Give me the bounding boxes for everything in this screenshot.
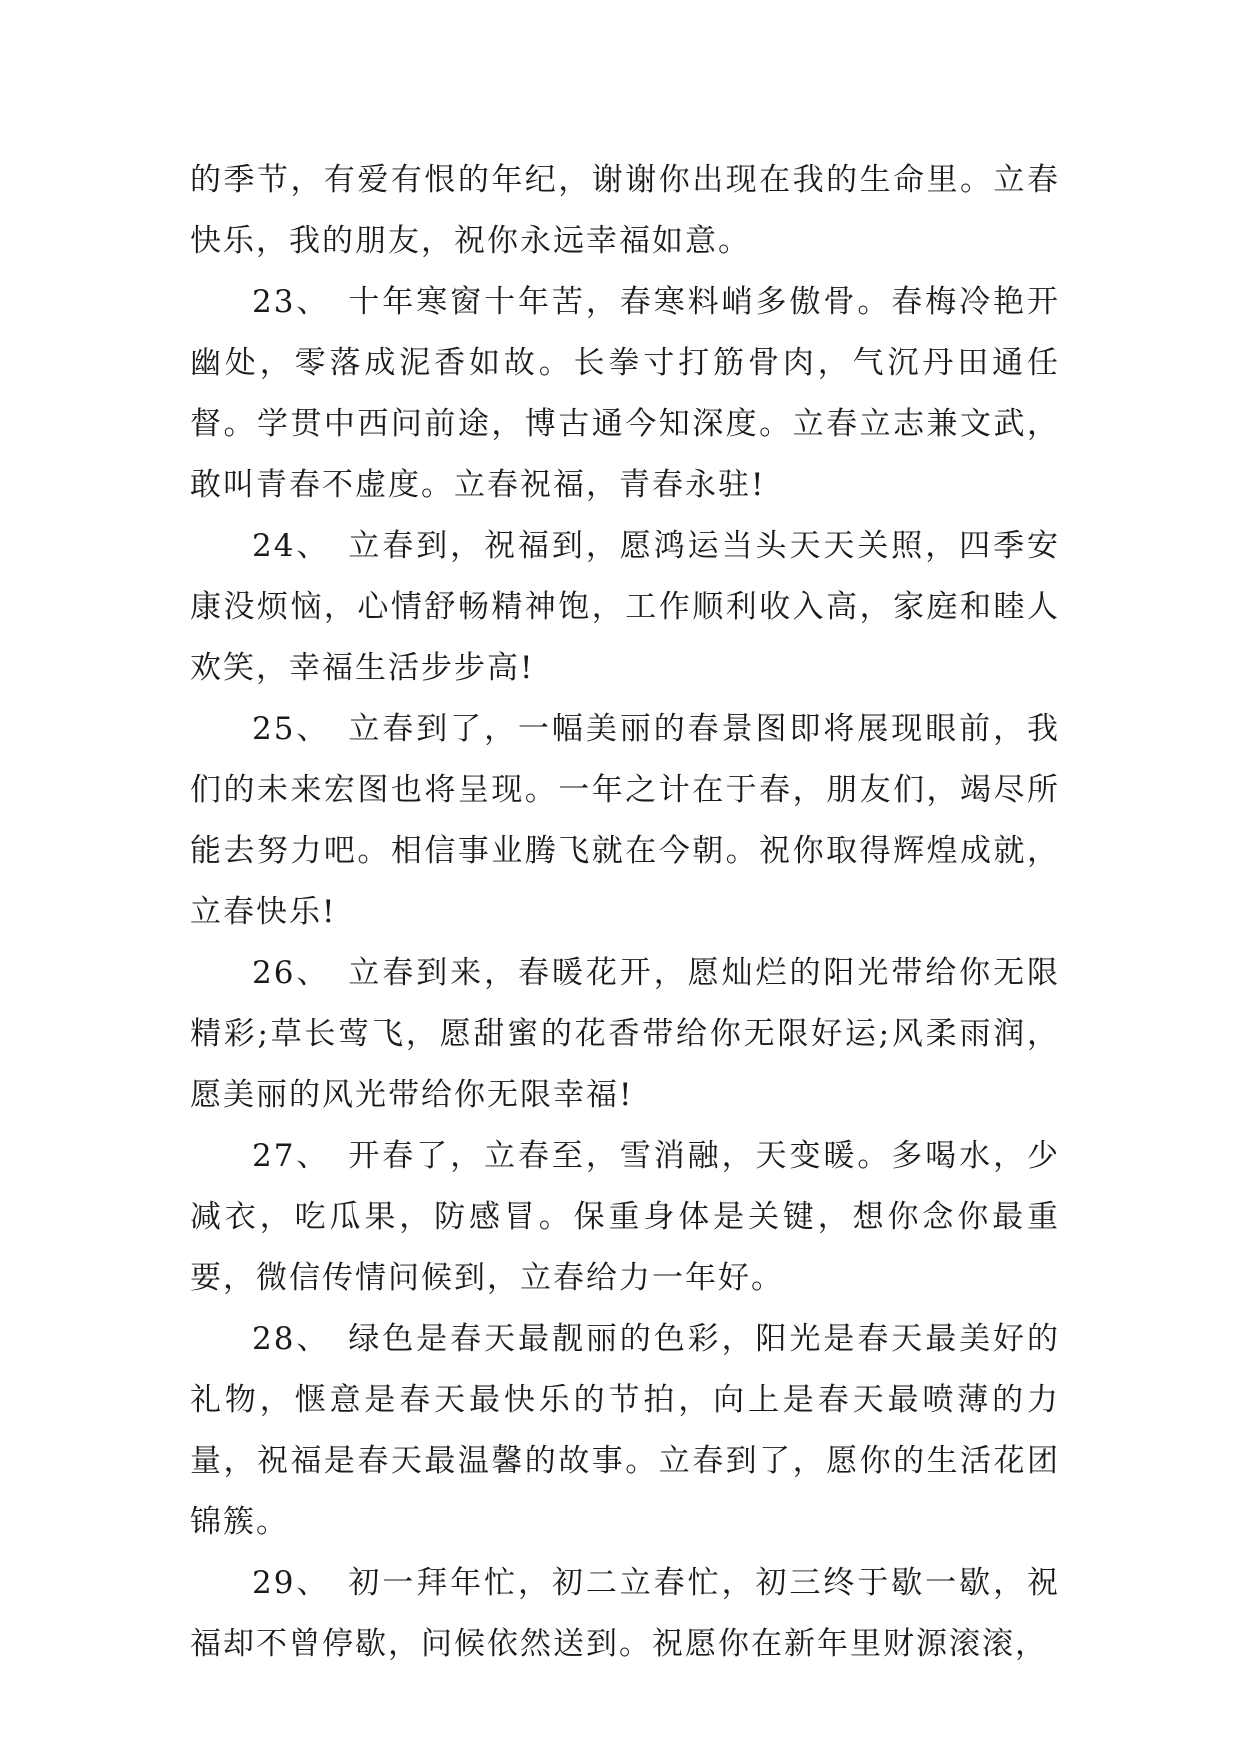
paragraph-text: 十年寒窗十年苦，春寒料峭多傲骨。春梅冷艳开幽处，零落成泥香如故。长拳寸打筋骨肉，气沉丹田通任督。学贯中西问前途，博古通今知深度。立春立志兼文武，敢叫青春不虚度。立春祝福，青春永驻! <box>190 284 1061 503</box>
paragraph-27 <box>190 1126 1060 1309</box>
paragraph-number: 29、 <box>252 1565 331 1601</box>
paragraph-26 <box>190 943 1060 1126</box>
paragraph-25 <box>190 699 1060 943</box>
paragraph-continuation <box>190 150 1060 272</box>
paragraph-number: 26、 <box>252 955 331 991</box>
paragraph-23 <box>190 272 1060 516</box>
paragraph-number: 24、 <box>252 528 331 564</box>
paragraph-text: 开春了，立春至，雪消融，天变暖。多喝水，少减衣，吃瓜果，防感冒。保重身体是关键，想你念你最重要，微信传情问候到，立春给力一年好。 <box>190 1138 1061 1296</box>
paragraph-text: 立春到来，春暖花开，愿灿烂的阳光带给你无限精彩;草长莺飞，愿甜蜜的花香带给你无限好运;风柔雨润，愿美丽的风光带给你无限幸福! <box>190 955 1061 1113</box>
paragraph-number: 25、 <box>252 711 331 747</box>
paragraph-number: 23、 <box>252 284 331 320</box>
paragraph-28 <box>190 1309 1060 1553</box>
paragraph-29 <box>190 1553 1060 1675</box>
paragraph-24 <box>190 516 1060 699</box>
paragraph-number: 27、 <box>252 1138 331 1174</box>
document-body <box>190 150 1060 1675</box>
paragraph-text: 的季节，有爱有恨的年纪，谢谢你出现在我的生命里。立春快乐，我的朋友，祝你永远幸福如意。 <box>190 162 1060 259</box>
paragraph-number: 28、 <box>252 1321 331 1357</box>
paragraph-text: 立春到，祝福到，愿鸿运当头天天关照，四季安康没烦恼，心情舒畅精神饱，工作顺利收入高，家庭和睦人欢笑，幸福生活步步高! <box>190 528 1061 686</box>
paragraph-text: 绿色是春天最靓丽的色彩，阳光是春天最美好的礼物，惬意是春天最快乐的节拍，向上是春天最喷薄的力量，祝福是春天最温馨的故事。立春到了，愿你的生活花团锦簇。 <box>190 1321 1061 1540</box>
paragraph-text: 初一拜年忙，初二立春忙，初三终于歇一歇，祝福却不曾停歇，问候依然送到。祝愿你在新年里财源滚滚， <box>190 1565 1061 1662</box>
paragraph-text: 立春到了，一幅美丽的春景图即将展现眼前，我们的未来宏图也将呈现。一年之计在于春，朋友们，竭尽所能去努力吧。相信事业腾飞就在今朝。祝你取得辉煌成就，立春快乐! <box>190 711 1061 930</box>
